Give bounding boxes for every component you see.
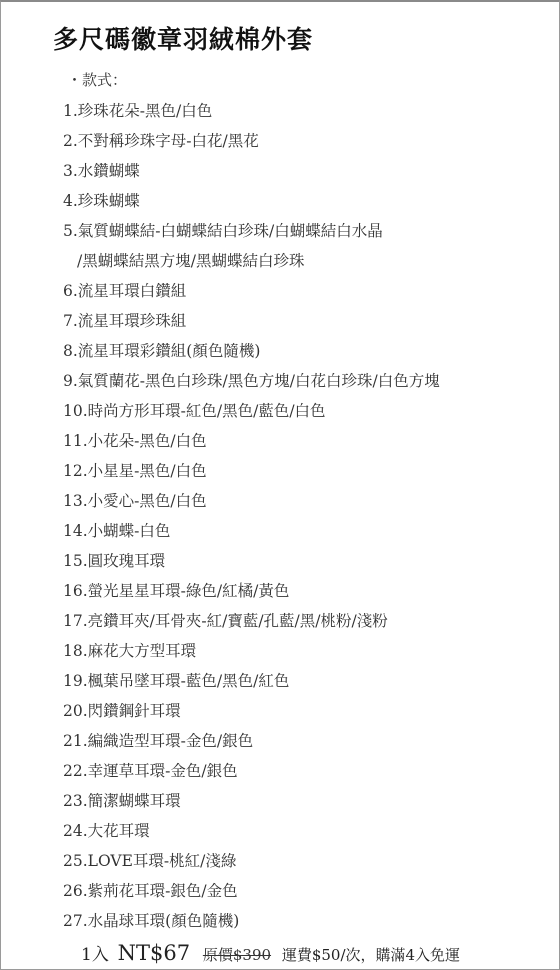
style-label: ・款式： bbox=[67, 71, 128, 89]
sale-price: NT$67 bbox=[117, 941, 191, 965]
option-4: 4.珍珠蝴蝶 bbox=[63, 192, 140, 210]
option-2: 2.不對稱珍珠字母-白花/黑花 bbox=[63, 132, 259, 150]
option-23: 23.簡潔蝴蝶耳環 bbox=[63, 792, 181, 810]
option-22: 22.幸運草耳環-金色/銀色 bbox=[63, 762, 238, 780]
option-21: 21.編織造型耳環-金色/銀色 bbox=[63, 732, 254, 750]
option-7: 7.流星耳環珍珠組 bbox=[63, 312, 187, 330]
option-27: 27.水晶球耳環(顏色隨機) bbox=[63, 912, 240, 930]
option-17: 17.亮鑽耳夾/耳骨夾-紅/寶藍/孔藍/黑/桃粉/淺粉 bbox=[63, 612, 388, 630]
option-18: 18.麻花大方型耳環 bbox=[63, 642, 197, 660]
option-19: 19.楓葉吊墜耳環-藍色/黑色/紅色 bbox=[63, 672, 290, 690]
option-10: 10.時尚方形耳環-紅色/黑色/藍色/白色 bbox=[63, 402, 326, 420]
option-24: 24.大花耳環 bbox=[63, 822, 150, 840]
pricing-line bbox=[81, 940, 460, 965]
original-price: 原價$390 bbox=[202, 946, 272, 964]
option-5: 5.氣質蝴蝶結-白蝴蝶結白珍珠/白蝴蝶結白水晶 bbox=[63, 222, 383, 240]
option-6: 6.流星耳環白鑽組 bbox=[63, 282, 187, 300]
option-3: 3.水鑽蝴蝶 bbox=[63, 162, 140, 180]
option-14: 14.小蝴蝶-白色 bbox=[63, 522, 171, 540]
style-options-list bbox=[63, 96, 440, 936]
option-15: 15.圓玫瑰耳環 bbox=[63, 552, 166, 570]
option-5-continued: /黑蝴蝶結黑方塊/黑蝴蝶結白珍珠 bbox=[77, 252, 305, 270]
option-1: 1.珍珠花朵-黑色/白色 bbox=[63, 102, 213, 120]
option-26: 26.紫荊花耳環-銀色/金色 bbox=[63, 882, 238, 900]
option-9: 9.氣質蘭花-黑色白珍珠/黑色方塊/白花白珍珠/白色方塊 bbox=[63, 372, 440, 390]
option-8: 8.流星耳環彩鑽組(顏色隨機) bbox=[63, 342, 261, 360]
option-20: 20.閃鑽鋼針耳環 bbox=[63, 702, 181, 720]
option-12: 12.小星星-黑色/白色 bbox=[63, 462, 207, 480]
option-11: 11.小花朵-黑色/白色 bbox=[63, 432, 207, 450]
product-title: 多尺碼徽章羽絨棉外套 bbox=[53, 25, 314, 54]
option-25: 25.LOVE耳環-桃紅/淺綠 bbox=[63, 852, 237, 870]
option-13: 13.小愛心-黑色/白色 bbox=[63, 492, 207, 510]
option-16: 16.螢光星星耳環-綠色/紅橘/黃色 bbox=[63, 582, 290, 600]
shipping-info: 運費$50/次，購滿4入免運 bbox=[281, 946, 461, 964]
quantity-text: 1入 bbox=[81, 945, 109, 965]
